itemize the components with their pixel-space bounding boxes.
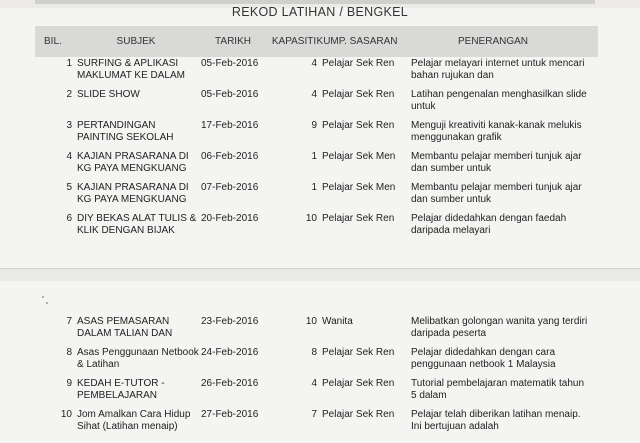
- row-subjek: ASAS PEMASARAN DALAM TALIAN DAN: [77, 316, 173, 339]
- row-tarikh: 27-Feb-2016: [201, 409, 259, 420]
- row-tarikh: 05-Feb-2016: [201, 58, 259, 69]
- row-penerangan: Pelajar telah diberikan latihan menaip. Ini bertujuan adalah: [411, 409, 581, 432]
- row-bil: 8: [66, 347, 72, 358]
- table-row: [0, 347, 640, 377]
- document-title: REKOD LATIHAN / BENGKEL: [231, 5, 409, 19]
- previous-table-band: [35, 0, 595, 4]
- header-tarikh: TARIKH: [215, 36, 251, 47]
- row-bil: 3: [66, 120, 72, 131]
- row-penerangan: Latihan pengenalan menghasilkan slide untuk: [411, 89, 587, 112]
- row-penerangan: Membantu pelajar memberi tunjuk ajar dan sumber untuk: [411, 151, 582, 174]
- scan-speck: [46, 302, 48, 304]
- row-kapasiti: 1: [311, 182, 317, 193]
- row-bil: 4: [66, 151, 72, 162]
- row-kapasiti: 4: [311, 89, 317, 100]
- header-kapasiti: KAPASITI: [271, 36, 317, 47]
- header-subjek: SUBJEK: [116, 36, 156, 47]
- row-bil: 7: [66, 316, 72, 327]
- row-kapasiti: 1: [311, 151, 317, 162]
- row-kapasiti: 8: [311, 347, 317, 358]
- row-kumpulan-sasaran: Wanita: [322, 316, 353, 327]
- row-tarikh: 23-Feb-2016: [201, 316, 259, 327]
- row-kapasiti: 10: [305, 316, 317, 327]
- row-kumpulan-sasaran: Pelajar Sek Ren: [322, 213, 395, 224]
- row-tarikh: 20-Feb-2016: [201, 213, 259, 224]
- table-row: [0, 409, 640, 439]
- row-tarikh: 26-Feb-2016: [201, 378, 259, 389]
- row-penerangan: Menguji kreativiti kanak-kanak melukis menggunakan grafik: [411, 120, 582, 143]
- table-row: [0, 120, 640, 150]
- table-row: [0, 151, 640, 181]
- row-kumpulan-sasaran: Pelajar Sek Men: [322, 182, 396, 193]
- row-kumpulan-sasaran: Pelajar Sek Ren: [322, 89, 395, 100]
- row-tarikh: 05-Feb-2016: [201, 89, 259, 100]
- row-kapasiti: 10: [305, 213, 317, 224]
- row-subjek: Jom Amalkan Cara Hidup Sihat (Latihan menaip): [77, 409, 191, 432]
- table-row: [0, 89, 640, 119]
- row-subjek: KAJIAN PRASARANA DI KG PAYA MENGKUANG: [77, 151, 189, 174]
- row-kumpulan-sasaran: Pelajar Sek Ren: [322, 120, 395, 131]
- row-penerangan: Pelajar melayari internet untuk mencari bahan rujukan dan: [411, 58, 585, 81]
- table-row: [0, 182, 640, 212]
- row-bil: 10: [60, 409, 72, 420]
- row-subjek: KEDAH E-TUTOR - PEMBELAJARAN: [77, 378, 165, 401]
- row-tarikh: 24-Feb-2016: [201, 347, 259, 358]
- row-penerangan: Pelajar didedahkan dengan faedah daripada melayari: [411, 213, 567, 236]
- row-tarikh: 07-Feb-2016: [201, 182, 259, 193]
- row-bil: 2: [66, 89, 72, 100]
- row-kumpulan-sasaran: Pelajar Sek Ren: [322, 378, 395, 389]
- row-tarikh: 17-Feb-2016: [201, 120, 259, 131]
- row-bil: 5: [66, 182, 72, 193]
- table-row: [0, 316, 640, 346]
- row-kapasiti: 4: [311, 58, 317, 69]
- row-subjek: PERTANDINGAN PAINTING SEKOLAH: [77, 120, 174, 143]
- page-break: [0, 268, 640, 281]
- row-subjek: Asas Penggunaan Netbook & Latihan: [77, 347, 199, 370]
- row-penerangan: Melibatkan golongan wanita yang terdiri daripada peserta: [411, 316, 588, 339]
- row-kumpulan-sasaran: Pelajar Sek Ren: [322, 58, 395, 69]
- row-penerangan: Membantu pelajar memberi tunjuk ajar dan sumber untuk: [411, 182, 582, 205]
- header-kumpulan-sasaran: KUMP. SASARAN: [316, 36, 398, 47]
- row-kapasiti: 7: [311, 409, 317, 420]
- table-row: [0, 378, 640, 408]
- header-bil: BIL.: [44, 36, 62, 47]
- row-subjek: KAJIAN PRASARANA DI KG PAYA MENGKUANG: [77, 182, 189, 205]
- row-penerangan: Pelajar didedahkan dengan cara penggunaan netbook 1 Malaysia: [411, 347, 556, 370]
- row-kumpulan-sasaran: Pelajar Sek Ren: [322, 347, 395, 358]
- row-tarikh: 06-Feb-2016: [201, 151, 259, 162]
- scan-speck: [42, 296, 44, 298]
- row-bil: 1: [66, 58, 72, 69]
- row-kumpulan-sasaran: Pelajar Sek Ren: [322, 409, 395, 420]
- header-penerangan: PENERANGAN: [457, 36, 529, 47]
- row-kapasiti: 4: [311, 378, 317, 389]
- row-bil: 6: [66, 213, 72, 224]
- row-kapasiti: 9: [311, 120, 317, 131]
- table-row: [0, 58, 640, 88]
- row-subjek: DIY BEKAS ALAT TULIS & KLIK DENGAN BIJAK: [77, 213, 197, 236]
- row-subjek: SURFING & APLIKASI MAKLUMAT KE DALAM: [77, 58, 185, 81]
- row-kumpulan-sasaran: Pelajar Sek Men: [322, 151, 396, 162]
- table-row: [0, 213, 640, 243]
- row-subjek: SLIDE SHOW: [77, 89, 140, 100]
- row-penerangan: Tutorial pembelajaran matematik tahun 5 dalam: [411, 378, 585, 401]
- row-bil: 9: [66, 378, 72, 389]
